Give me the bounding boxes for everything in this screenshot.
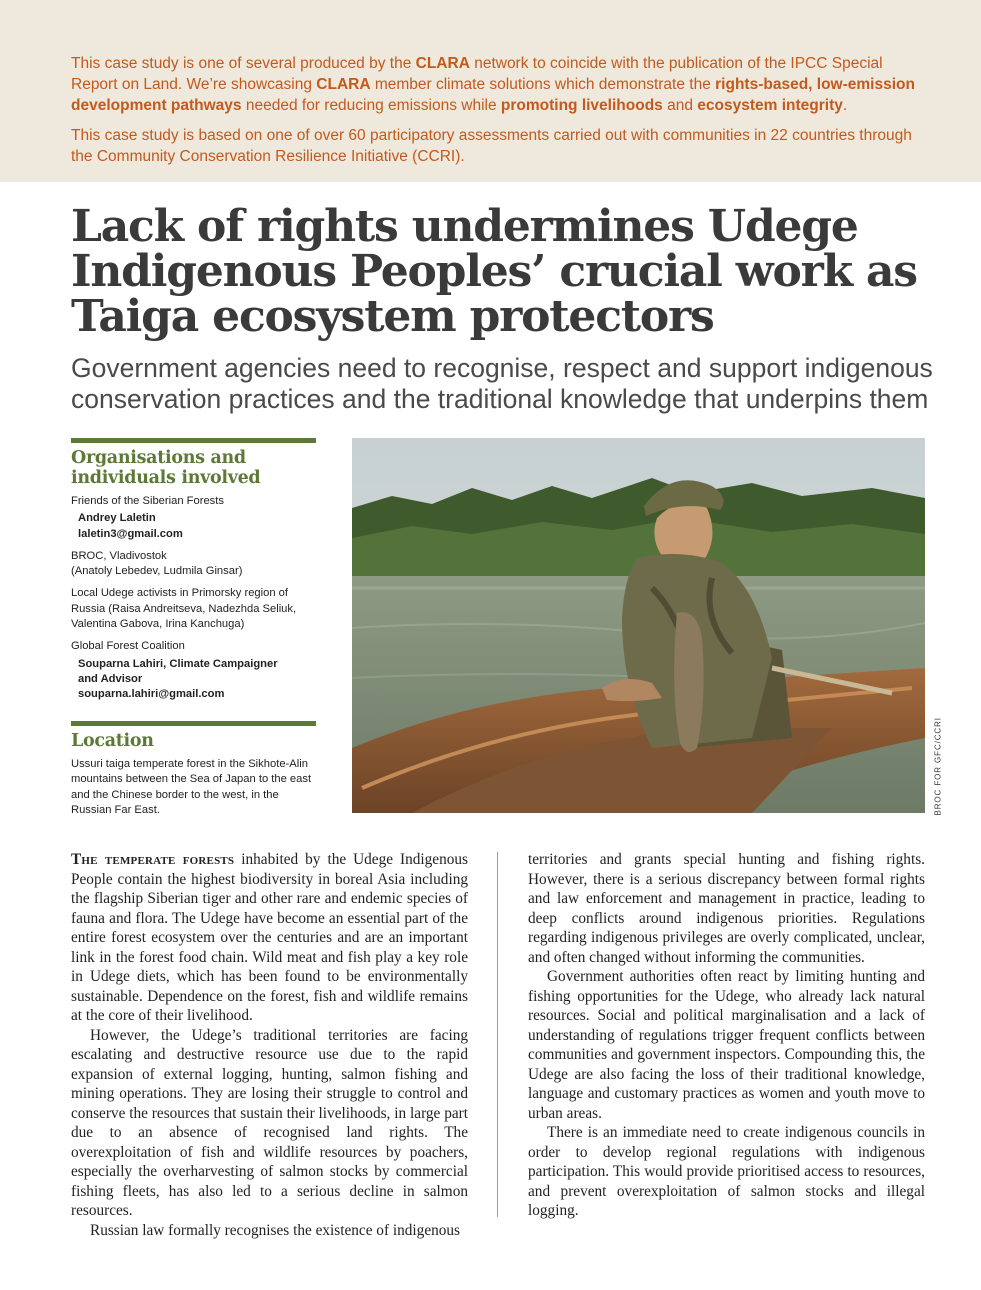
- contact-email: laletin3@gmail.com: [78, 527, 183, 540]
- contact-name: Andrey Laletin: [78, 512, 156, 525]
- paragraph-text: inhabited by the Udege Indigenous People contain the highest biodiversity in boreal Asia including the flagship Siberian tiger and other rare and endemic species of fauna and flora. The Udege have become an essential part of the entire forest ecosystem over the centuries and are an important link in the forest food chain. Wild meat and fish play a key role in Udege diets, which has been found to be environmentally sustainable. Dependence on the forest, fish and wildlife remains at the core of their livelihood.: [71, 851, 468, 1024]
- body-paragraph: Russian law formally recognises the existence of indigenous: [90, 1221, 461, 1239]
- body-paragraph: territories and grants special hunting and fishing rights. However, there is a serious discrepancy between formal rights and law enforcement and management in practice, leading to deep conflicts around indigenous priorities. Regulations regarding indigenous privileges are overly complicated, unclear, and often changed without informing the communities.: [528, 851, 925, 966]
- body-paragraph: There is an immediate need to create indigenous councils in order to develop regional regulations with indigenous participation. This would provide prioritised access to resources, and prevent overexploitation of salmon stocks and illegal logging.: [528, 1124, 925, 1219]
- heading-line: Organisations and: [71, 448, 246, 468]
- column-divider: [497, 852, 498, 1217]
- organisations-heading: [71, 448, 321, 488]
- body-paragraph: Government authorities often react by limiting hunting and fishing opportunities for the Udege, who already lack natural resources. Social and political marginalisation and a lack of understanding of regulations trigger frequent conflicts between communities and government inspectors. Compounding this, the Udege are also facing the loss of their traditional knowledge, language and customary practices as women and youth move to urban areas.: [528, 968, 925, 1122]
- banner-emphasis: rights-based, low-emission development pathways: [71, 76, 915, 114]
- contact-name: Souparna Lahiri, Climate Campaigner and Advisor: [78, 657, 278, 685]
- org-people: (Anatoly Lebedev, Ludmila Ginsar): [71, 565, 243, 578]
- banner-paragraph-2: This case study is based on one of over 60 participatory assessments carried out with communities in 22 countries through the Community Conservation Resilience Initiative (CCRI).: [71, 127, 912, 165]
- body-column-right: [528, 850, 925, 1221]
- intro-banner: [0, 0, 981, 182]
- sidebar-rule-top: [71, 438, 316, 443]
- body-column-left: [71, 850, 468, 1240]
- photo-fisherman-in-boat: [352, 438, 925, 813]
- photo-credit-text: BROC FOR GFC/CCRI: [933, 717, 943, 816]
- banner-emphasis: ecosystem integrity: [697, 97, 843, 114]
- banner-paragraph-1: [71, 53, 931, 116]
- org-name: Global Forest Coalition: [71, 640, 185, 653]
- photo-illustration: [352, 438, 925, 813]
- body-paragraph: [71, 850, 468, 1026]
- banner-text: and: [662, 97, 698, 114]
- page-subtitle: Government agencies need to recognise, respect and support indigenous conservation practices and the traditional knowledge that underpins them: [71, 353, 933, 414]
- organisations-list: [71, 494, 326, 703]
- photo-credit: [923, 717, 953, 818]
- banner-clara-emphasis: CLARA: [415, 55, 470, 72]
- heading-line: individuals involved: [71, 468, 261, 488]
- lead-in: The temperate forests: [71, 851, 235, 868]
- banner-clara-emphasis: CLARA: [316, 76, 371, 93]
- org-name: Friends of the Siberian Forests: [71, 495, 224, 507]
- location-text: Ussuri taiga temperate forest in the Sikhote-Alin mountains between the Sea of Japan to the east and the Chinese border to the west, in the Russian Far East.: [71, 758, 312, 816]
- sidebar-rule-location: [71, 721, 316, 726]
- org-name: Local Udege activists in Primorsky region of Russia (Raisa Andreitseva, Nadezhda Seliuk, Valentina Gabova, Irina Kanchuga): [71, 587, 297, 631]
- location-heading: Location: [71, 731, 154, 751]
- banner-text: This case study is one of several produced by the: [71, 55, 416, 72]
- body-paragraph: However, the Udege’s traditional territories are facing escalating and destructive resource use due to the rapid expansion of external logging, hunting, salmon fishing and mining operations. They are losing their struggle to control and conserve the resources that sustain their livelihoods, in large part due to an absence of recognised land rights. The overexploitation of fish and wildlife resources by poachers, especially the overharvesting of salmon stocks by commercial fishing fleets, has also led to a serious decline in salmon resources.: [71, 1026, 468, 1219]
- banner-emphasis: promoting livelihoods: [500, 97, 663, 114]
- org-name: BROC, Vladivostok: [71, 549, 167, 562]
- page-title: Lack of rights undermines Udege Indigenous Peoples’ crucial work as Taiga ecosystem protectors: [71, 201, 917, 342]
- banner-text: .: [842, 97, 848, 114]
- contact-email: souparna.lahiri@gmail.com: [78, 688, 225, 701]
- banner-text: member climate solutions which demonstrate the: [370, 76, 716, 93]
- banner-text: needed for reducing emissions while: [241, 97, 501, 114]
- banner-text: network to coincide with the publication of the IPCC Special Report on Land. We’re showcasing: [71, 55, 883, 93]
